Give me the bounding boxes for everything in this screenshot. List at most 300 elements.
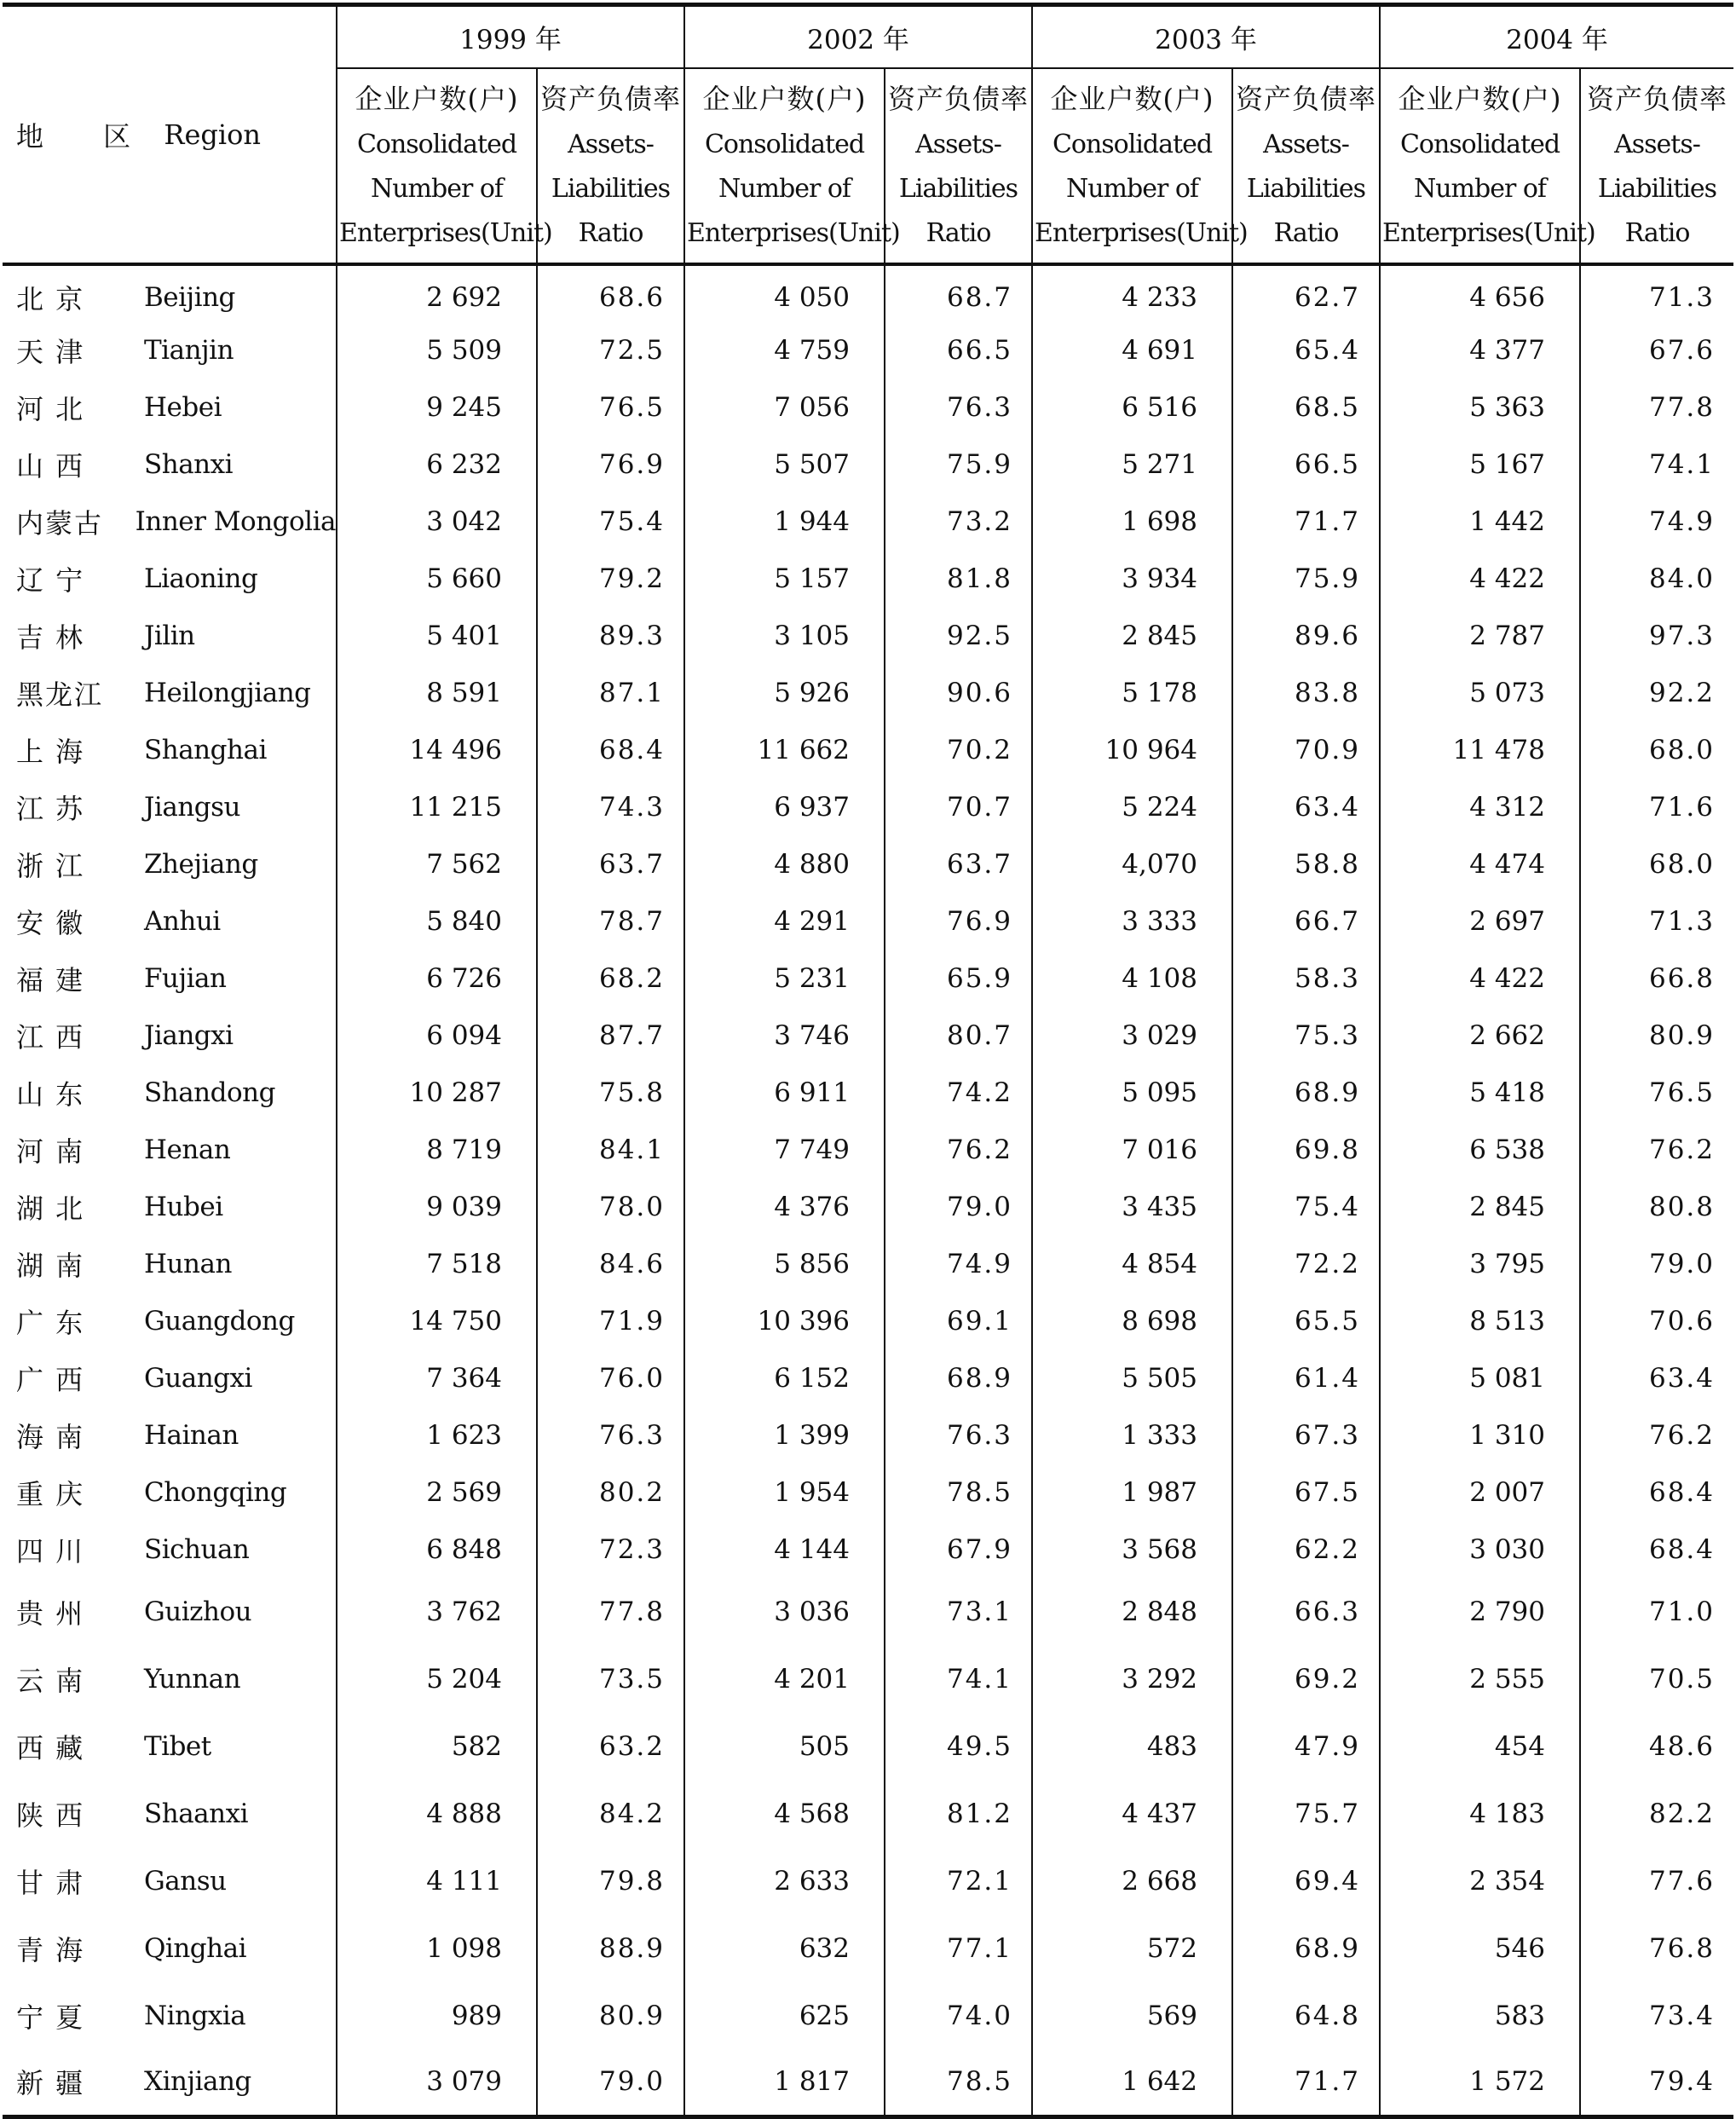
enterprise-count-header-en3: Enterprises(Unit) bbox=[1035, 217, 1248, 248]
enterprise-count-cell: 2 845 bbox=[1032, 607, 1232, 664]
enterprise-count-header-en1: Consolidated bbox=[356, 129, 517, 159]
enterprise-count-header bbox=[1380, 68, 1595, 264]
enterprise-count-cell: 2 790 bbox=[1380, 1578, 1580, 1645]
ratio-cell: 79.0 bbox=[885, 1178, 1032, 1235]
region-name-zh: 四 川 bbox=[16, 1534, 85, 1568]
ratio-cell: 84.1 bbox=[537, 1121, 684, 1178]
region-name-zh: 北 京 bbox=[16, 282, 85, 315]
region-cell bbox=[3, 1847, 337, 1914]
assets-liabilities-ratio-header-en3: Ratio bbox=[578, 217, 643, 248]
ratio-cell: 72.2 bbox=[1232, 1235, 1380, 1292]
region-cell bbox=[3, 1235, 337, 1292]
enterprise-count-cell: 4 201 bbox=[684, 1645, 885, 1712]
table-header bbox=[3, 5, 1733, 265]
enterprise-count-cell: 3 762 bbox=[337, 1578, 537, 1645]
table-row bbox=[3, 1235, 1733, 1292]
enterprise-count-cell: 483 bbox=[1032, 1712, 1232, 1780]
enterprise-count-cell: 569 bbox=[1032, 1982, 1232, 2049]
ratio-cell: 70.5 bbox=[1580, 1645, 1733, 1712]
enterprise-count-cell: 5 178 bbox=[1032, 664, 1232, 721]
ratio-cell: 72.3 bbox=[537, 1521, 684, 1578]
region-cell bbox=[3, 1178, 337, 1235]
ratio-cell: 76.5 bbox=[1580, 1064, 1733, 1121]
table-row bbox=[3, 378, 1733, 436]
ratio-cell: 63.7 bbox=[885, 835, 1032, 892]
table-row bbox=[3, 1847, 1733, 1914]
ratio-cell: 76.2 bbox=[1580, 1406, 1733, 1464]
enterprise-count-cell: 5 224 bbox=[1032, 778, 1232, 835]
enterprise-count-cell: 5 073 bbox=[1380, 664, 1580, 721]
ratio-cell: 65.4 bbox=[1232, 321, 1380, 378]
enterprise-count-cell: 2 633 bbox=[684, 1847, 885, 1914]
region-cell bbox=[3, 264, 337, 321]
region-name-zh: 辽 宁 bbox=[16, 563, 85, 597]
region-cell bbox=[3, 1464, 337, 1521]
region-cell bbox=[3, 550, 337, 607]
enterprise-count-cell: 3 746 bbox=[684, 1007, 885, 1064]
ratio-cell: 88.9 bbox=[537, 1914, 684, 1982]
ratio-cell: 76.9 bbox=[885, 892, 1032, 950]
ratio-cell: 58.8 bbox=[1232, 835, 1380, 892]
table-row bbox=[3, 1121, 1733, 1178]
ratio-cell: 65.5 bbox=[1232, 1292, 1380, 1349]
table-body bbox=[3, 264, 1733, 2116]
enterprise-count-cell: 3 036 bbox=[684, 1578, 885, 1645]
enterprise-count-cell: 3 568 bbox=[1032, 1521, 1232, 1578]
enterprise-count-cell: 3 029 bbox=[1032, 1007, 1232, 1064]
year-header: 2004 年 bbox=[1380, 5, 1733, 69]
ratio-cell: 75.9 bbox=[1232, 550, 1380, 607]
ratio-cell: 77.8 bbox=[1580, 378, 1733, 436]
region-cell bbox=[3, 1292, 337, 1349]
enterprise-count-cell: 5 204 bbox=[337, 1645, 537, 1712]
ratio-cell: 69.8 bbox=[1232, 1121, 1380, 1178]
year-header: 2003 年 bbox=[1032, 5, 1380, 69]
enterprise-count-header-en3: Enterprises(Unit) bbox=[1382, 217, 1595, 248]
enterprise-count-cell: 9 039 bbox=[337, 1178, 537, 1235]
enterprise-count-cell: 1 698 bbox=[1032, 493, 1232, 550]
table-row bbox=[3, 1521, 1733, 1578]
ratio-cell: 83.8 bbox=[1232, 664, 1380, 721]
ratio-cell: 68.9 bbox=[1232, 1914, 1380, 1982]
region-cell bbox=[3, 1521, 337, 1578]
ratio-cell: 79.4 bbox=[1580, 2049, 1733, 2116]
region-name-zh: 甘 肃 bbox=[16, 1866, 85, 1899]
enterprise-count-cell: 5 418 bbox=[1380, 1064, 1580, 1121]
enterprise-count-header bbox=[684, 68, 900, 264]
enterprise-count-cell: 4 422 bbox=[1380, 550, 1580, 607]
region-cell bbox=[3, 436, 337, 493]
ratio-cell: 79.8 bbox=[537, 1847, 684, 1914]
region-name-zh: 陕 西 bbox=[16, 1799, 85, 1832]
ratio-cell: 84.0 bbox=[1580, 550, 1733, 607]
assets-liabilities-ratio-header-zh: 资产负债率 bbox=[539, 82, 681, 115]
region-name-zh: 黑龙江 bbox=[16, 678, 104, 711]
ratio-cell: 69.1 bbox=[885, 1292, 1032, 1349]
assets-liabilities-ratio-header-zh: 资产负债率 bbox=[887, 82, 1029, 115]
enterprise-count-cell: 5 401 bbox=[337, 607, 537, 664]
assets-liabilities-ratio-header-en1: Assets- bbox=[1614, 129, 1700, 159]
enterprise-count-header-zh: 企业户数(户) bbox=[355, 82, 519, 115]
region-name-en: Guangxi bbox=[144, 1362, 252, 1394]
ratio-cell: 70.2 bbox=[885, 721, 1032, 778]
ratio-cell: 68.4 bbox=[1580, 1521, 1733, 1578]
enterprise-count-cell: 1 333 bbox=[1032, 1406, 1232, 1464]
table-row bbox=[3, 1914, 1733, 1982]
enterprise-count-cell: 4 376 bbox=[684, 1178, 885, 1235]
region-cell bbox=[3, 1914, 337, 1982]
enterprise-count-cell: 9 245 bbox=[337, 378, 537, 436]
assets-liabilities-ratio-header-zh: 资产负债率 bbox=[1235, 82, 1376, 115]
region-name-zh: 吉 林 bbox=[16, 621, 85, 654]
ratio-cell: 92.5 bbox=[885, 607, 1032, 664]
ratio-cell: 73.2 bbox=[885, 493, 1032, 550]
region-name-en: Shandong bbox=[144, 1077, 275, 1108]
region-name-zh: 重 庆 bbox=[16, 1477, 85, 1510]
enterprise-count-cell: 1 954 bbox=[684, 1464, 885, 1521]
region-name-zh: 天 津 bbox=[16, 335, 85, 368]
region-cell bbox=[3, 607, 337, 664]
year-header: 1999 年 bbox=[337, 5, 684, 69]
ratio-cell: 68.5 bbox=[1232, 378, 1380, 436]
enterprise-count-cell: 2 569 bbox=[337, 1464, 537, 1521]
enterprise-count-cell: 4 108 bbox=[1032, 950, 1232, 1007]
enterprise-count-header-en3: Enterprises(Unit) bbox=[339, 217, 552, 248]
enterprise-count-cell: 6 726 bbox=[337, 950, 537, 1007]
enterprise-count-cell: 4 377 bbox=[1380, 321, 1580, 378]
region-name-zh: 西 藏 bbox=[16, 1731, 85, 1764]
enterprise-count-cell: 1 442 bbox=[1380, 493, 1580, 550]
enterprise-count-header-zh: 企业户数(户) bbox=[702, 82, 867, 115]
enterprise-count-cell: 3 292 bbox=[1032, 1645, 1232, 1712]
enterprise-count-cell: 2 787 bbox=[1380, 607, 1580, 664]
ratio-cell: 69.4 bbox=[1232, 1847, 1380, 1914]
ratio-cell: 81.2 bbox=[885, 1780, 1032, 1847]
enterprise-count-cell: 8 719 bbox=[337, 1121, 537, 1178]
ratio-cell: 71.3 bbox=[1580, 264, 1733, 321]
ratio-cell: 80.7 bbox=[885, 1007, 1032, 1064]
enterprise-count-cell: 10 396 bbox=[684, 1292, 885, 1349]
enterprise-count-cell: 6 937 bbox=[684, 778, 885, 835]
ratio-cell: 63.4 bbox=[1580, 1349, 1733, 1406]
enterprise-count-cell: 8 698 bbox=[1032, 1292, 1232, 1349]
region-header-en: Region bbox=[164, 118, 261, 151]
ratio-cell: 61.4 bbox=[1232, 1349, 1380, 1406]
table-row bbox=[3, 550, 1733, 607]
region-name-en: Gansu bbox=[144, 1865, 227, 1897]
table-row bbox=[3, 1578, 1733, 1645]
enterprise-count-cell: 14 496 bbox=[337, 721, 537, 778]
enterprise-count-cell: 8 591 bbox=[337, 664, 537, 721]
ratio-cell: 67.9 bbox=[885, 1521, 1032, 1578]
enterprise-count-cell: 4 144 bbox=[684, 1521, 885, 1578]
assets-liabilities-ratio-header-en2: Liabilities bbox=[1597, 173, 1717, 204]
ratio-cell: 76.0 bbox=[537, 1349, 684, 1406]
enterprise-count-header-zh: 企业户数(户) bbox=[1398, 82, 1562, 115]
enterprise-count-header-zh: 企业户数(户) bbox=[1050, 82, 1214, 115]
ratio-cell: 73.4 bbox=[1580, 1982, 1733, 2049]
enterprise-count-cell: 5 095 bbox=[1032, 1064, 1232, 1121]
enterprise-count-cell: 11 215 bbox=[337, 778, 537, 835]
ratio-cell: 65.9 bbox=[885, 950, 1032, 1007]
ratio-cell: 78.5 bbox=[885, 1464, 1032, 1521]
ratio-cell: 74.1 bbox=[1580, 436, 1733, 493]
region-cell bbox=[3, 950, 337, 1007]
enterprise-count-cell: 5 505 bbox=[1032, 1349, 1232, 1406]
region-cell bbox=[3, 1349, 337, 1406]
region-cell bbox=[3, 1712, 337, 1780]
enterprise-count-cell: 4 312 bbox=[1380, 778, 1580, 835]
table-row bbox=[3, 1982, 1733, 2049]
enterprise-count-cell: 2 668 bbox=[1032, 1847, 1232, 1914]
enterprise-count-header-en1: Consolidated bbox=[704, 129, 865, 159]
region-name-zh: 上 海 bbox=[16, 735, 85, 768]
ratio-cell: 76.5 bbox=[537, 378, 684, 436]
enterprise-count-cell: 1 987 bbox=[1032, 1464, 1232, 1521]
ratio-cell: 62.7 bbox=[1232, 264, 1380, 321]
ratio-cell: 78.7 bbox=[537, 892, 684, 950]
enterprise-count-header-en2: Number of bbox=[718, 173, 851, 204]
region-name-zh: 广 西 bbox=[16, 1363, 85, 1396]
table-row bbox=[3, 436, 1733, 493]
region-name-en: Fujian bbox=[144, 962, 227, 994]
year-header: 2002 年 bbox=[684, 5, 1032, 69]
enterprise-count-cell: 2 848 bbox=[1032, 1578, 1232, 1645]
ratio-cell: 66.5 bbox=[1232, 436, 1380, 493]
ratio-cell: 69.2 bbox=[1232, 1645, 1380, 1712]
ratio-cell: 66.5 bbox=[885, 321, 1032, 378]
enterprise-count-header-en2: Number of bbox=[1065, 173, 1199, 204]
enterprise-assets-liabilities-table bbox=[3, 3, 1733, 2119]
region-name-en: Hubei bbox=[144, 1191, 223, 1222]
enterprise-count-cell: 1 098 bbox=[337, 1914, 537, 1982]
ratio-cell: 80.9 bbox=[1580, 1007, 1733, 1064]
table-row bbox=[3, 1007, 1733, 1064]
region-name-en: Guangdong bbox=[144, 1305, 295, 1337]
year-header-row bbox=[3, 5, 1733, 69]
region-name-zh: 贵 州 bbox=[16, 1596, 85, 1630]
table-row bbox=[3, 1464, 1733, 1521]
region-name-en: Shanghai bbox=[144, 734, 267, 765]
enterprise-count-cell: 5 231 bbox=[684, 950, 885, 1007]
enterprise-count-cell: 11 662 bbox=[684, 721, 885, 778]
enterprise-count-cell: 2 555 bbox=[1380, 1645, 1580, 1712]
region-name-en: Beijing bbox=[144, 281, 235, 313]
region-name-zh: 湖 南 bbox=[16, 1249, 85, 1282]
region-name-zh: 江 苏 bbox=[16, 792, 85, 825]
enterprise-count-cell: 5 840 bbox=[337, 892, 537, 950]
region-name-zh: 福 建 bbox=[16, 963, 85, 996]
ratio-cell: 74.3 bbox=[537, 778, 684, 835]
enterprise-count-cell: 632 bbox=[684, 1914, 885, 1982]
region-cell bbox=[3, 721, 337, 778]
enterprise-count-cell: 3 934 bbox=[1032, 550, 1232, 607]
region-name-en: Zhejiang bbox=[144, 848, 258, 880]
table-row bbox=[3, 892, 1733, 950]
enterprise-count-cell: 5 167 bbox=[1380, 436, 1580, 493]
ratio-cell: 82.2 bbox=[1580, 1780, 1733, 1847]
table-row bbox=[3, 1178, 1733, 1235]
ratio-cell: 80.2 bbox=[537, 1464, 684, 1521]
enterprise-count-header-en1: Consolidated bbox=[1399, 129, 1560, 159]
enterprise-count-cell: 1 310 bbox=[1380, 1406, 1580, 1464]
enterprise-count-cell: 572 bbox=[1032, 1914, 1232, 1982]
ratio-cell: 63.4 bbox=[1232, 778, 1380, 835]
ratio-cell: 68.6 bbox=[537, 264, 684, 321]
ratio-cell: 79.0 bbox=[537, 2049, 684, 2116]
ratio-cell: 77.6 bbox=[1580, 1847, 1733, 1914]
enterprise-count-header bbox=[337, 68, 552, 264]
region-name-en: Qinghai bbox=[144, 1932, 247, 1964]
ratio-cell: 71.7 bbox=[1232, 493, 1380, 550]
ratio-cell: 76.9 bbox=[537, 436, 684, 493]
table-row bbox=[3, 721, 1733, 778]
enterprise-count-cell: 4 888 bbox=[337, 1780, 537, 1847]
enterprise-count-cell: 7 364 bbox=[337, 1349, 537, 1406]
ratio-cell: 76.3 bbox=[885, 1406, 1032, 1464]
ratio-cell: 67.5 bbox=[1232, 1464, 1380, 1521]
table-row bbox=[3, 1406, 1733, 1464]
enterprise-count-cell: 4 568 bbox=[684, 1780, 885, 1847]
ratio-cell: 66.3 bbox=[1232, 1578, 1380, 1645]
region-cell bbox=[3, 2049, 337, 2116]
ratio-cell: 79.0 bbox=[1580, 1235, 1733, 1292]
region-name-en: Hunan bbox=[144, 1248, 232, 1279]
region-name-zh: 宁 夏 bbox=[16, 2001, 85, 2034]
region-name-en: Xinjiang bbox=[144, 2066, 251, 2098]
region-name-en: Jiangxi bbox=[144, 1019, 234, 1051]
region-name-zh: 内蒙古 bbox=[16, 506, 104, 540]
ratio-cell: 67.6 bbox=[1580, 321, 1733, 378]
enterprise-count-cell: 505 bbox=[684, 1712, 885, 1780]
enterprise-count-cell: 3 435 bbox=[1032, 1178, 1232, 1235]
enterprise-count-cell: 3 079 bbox=[337, 2049, 537, 2116]
enterprise-count-cell: 2 662 bbox=[1380, 1007, 1580, 1064]
ratio-cell: 75.9 bbox=[885, 436, 1032, 493]
ratio-cell: 90.6 bbox=[885, 664, 1032, 721]
ratio-cell: 64.8 bbox=[1232, 1982, 1380, 2049]
table-row bbox=[3, 1712, 1733, 1780]
table-row bbox=[3, 1645, 1733, 1712]
region-name-zh: 浙 江 bbox=[16, 849, 85, 882]
region-cell bbox=[3, 1121, 337, 1178]
enterprise-count-cell: 4 111 bbox=[337, 1847, 537, 1914]
table-row bbox=[3, 2049, 1733, 2116]
table-row bbox=[3, 607, 1733, 664]
enterprise-count-cell: 5 926 bbox=[684, 664, 885, 721]
ratio-cell: 62.2 bbox=[1232, 1521, 1380, 1578]
ratio-cell: 74.0 bbox=[885, 1982, 1032, 2049]
ratio-cell: 76.2 bbox=[885, 1121, 1032, 1178]
enterprise-count-cell: 2 692 bbox=[337, 264, 537, 321]
ratio-cell: 71.3 bbox=[1580, 892, 1733, 950]
table-row bbox=[3, 778, 1733, 835]
region-cell bbox=[3, 378, 337, 436]
enterprise-count-header-en3: Enterprises(Unit) bbox=[687, 217, 900, 248]
enterprise-count-cell: 2 007 bbox=[1380, 1464, 1580, 1521]
enterprise-count-cell: 6 152 bbox=[684, 1349, 885, 1406]
region-cell bbox=[3, 1982, 337, 2049]
assets-liabilities-ratio-header-en3: Ratio bbox=[926, 217, 991, 248]
ratio-cell: 87.7 bbox=[537, 1007, 684, 1064]
ratio-cell: 75.3 bbox=[1232, 1007, 1380, 1064]
assets-liabilities-ratio-header-en1: Assets- bbox=[915, 129, 1001, 159]
region-cell bbox=[3, 892, 337, 950]
ratio-cell: 63.7 bbox=[537, 835, 684, 892]
region-name-en: Tianjin bbox=[144, 334, 234, 366]
ratio-cell: 49.5 bbox=[885, 1712, 1032, 1780]
enterprise-count-cell: 5 157 bbox=[684, 550, 885, 607]
region-cell bbox=[3, 835, 337, 892]
region-name-en: Shanxi bbox=[144, 448, 234, 480]
ratio-cell: 75.4 bbox=[1232, 1178, 1380, 1235]
enterprise-count-header-en2: Number of bbox=[370, 173, 504, 204]
enterprise-count-cell: 10 964 bbox=[1032, 721, 1232, 778]
ratio-cell: 70.7 bbox=[885, 778, 1032, 835]
region-cell bbox=[3, 493, 337, 550]
region-cell bbox=[3, 1645, 337, 1712]
enterprise-count-cell: 4 422 bbox=[1380, 950, 1580, 1007]
ratio-cell: 78.5 bbox=[885, 2049, 1032, 2116]
ratio-cell: 75.8 bbox=[537, 1064, 684, 1121]
region-cell bbox=[3, 321, 337, 378]
ratio-cell: 66.8 bbox=[1580, 950, 1733, 1007]
region-name-en: Henan bbox=[144, 1134, 231, 1165]
ratio-cell: 75.4 bbox=[537, 493, 684, 550]
region-name-zh: 河 北 bbox=[16, 392, 85, 425]
enterprise-count-cell: 5 363 bbox=[1380, 378, 1580, 436]
ratio-cell: 74.2 bbox=[885, 1064, 1032, 1121]
ratio-cell: 71.9 bbox=[537, 1292, 684, 1349]
ratio-cell: 73.1 bbox=[885, 1578, 1032, 1645]
region-cell bbox=[3, 1406, 337, 1464]
assets-liabilities-ratio-header-en1: Assets- bbox=[568, 129, 654, 159]
region-name-en: Hainan bbox=[144, 1419, 239, 1451]
region-name-en: Jiangsu bbox=[144, 791, 241, 823]
enterprise-count-cell: 5 509 bbox=[337, 321, 537, 378]
ratio-cell: 84.6 bbox=[537, 1235, 684, 1292]
ratio-cell: 68.0 bbox=[1580, 835, 1733, 892]
ratio-cell: 70.6 bbox=[1580, 1292, 1733, 1349]
enterprise-count-cell: 1 623 bbox=[337, 1406, 537, 1464]
region-cell bbox=[3, 1780, 337, 1847]
ratio-cell: 72.5 bbox=[537, 321, 684, 378]
assets-liabilities-ratio-header bbox=[885, 68, 1032, 264]
enterprise-count-cell: 4 880 bbox=[684, 835, 885, 892]
table-row bbox=[3, 493, 1733, 550]
ratio-cell: 79.2 bbox=[537, 550, 684, 607]
assets-liabilities-ratio-header bbox=[537, 68, 684, 264]
enterprise-count-cell: 7 518 bbox=[337, 1235, 537, 1292]
ratio-cell: 68.7 bbox=[885, 264, 1032, 321]
enterprise-count-cell: 3 030 bbox=[1380, 1521, 1580, 1578]
ratio-cell: 76.8 bbox=[1580, 1914, 1733, 1982]
region-cell bbox=[3, 778, 337, 835]
ratio-cell: 48.6 bbox=[1580, 1712, 1733, 1780]
ratio-cell: 80.8 bbox=[1580, 1178, 1733, 1235]
ratio-cell: 66.7 bbox=[1232, 892, 1380, 950]
ratio-cell: 84.2 bbox=[537, 1780, 684, 1847]
ratio-cell: 78.0 bbox=[537, 1178, 684, 1235]
region-name-en: Shaanxi bbox=[144, 1798, 249, 1829]
table-row bbox=[3, 1780, 1733, 1847]
region-name-en: Inner Mongolia bbox=[135, 505, 336, 537]
ratio-cell: 77.8 bbox=[537, 1578, 684, 1645]
region-name-en: Yunnan bbox=[144, 1663, 241, 1695]
enterprise-count-cell: 2 697 bbox=[1380, 892, 1580, 950]
assets-liabilities-ratio-header-en3: Ratio bbox=[1624, 217, 1690, 248]
enterprise-count-cell: 4 691 bbox=[1032, 321, 1232, 378]
